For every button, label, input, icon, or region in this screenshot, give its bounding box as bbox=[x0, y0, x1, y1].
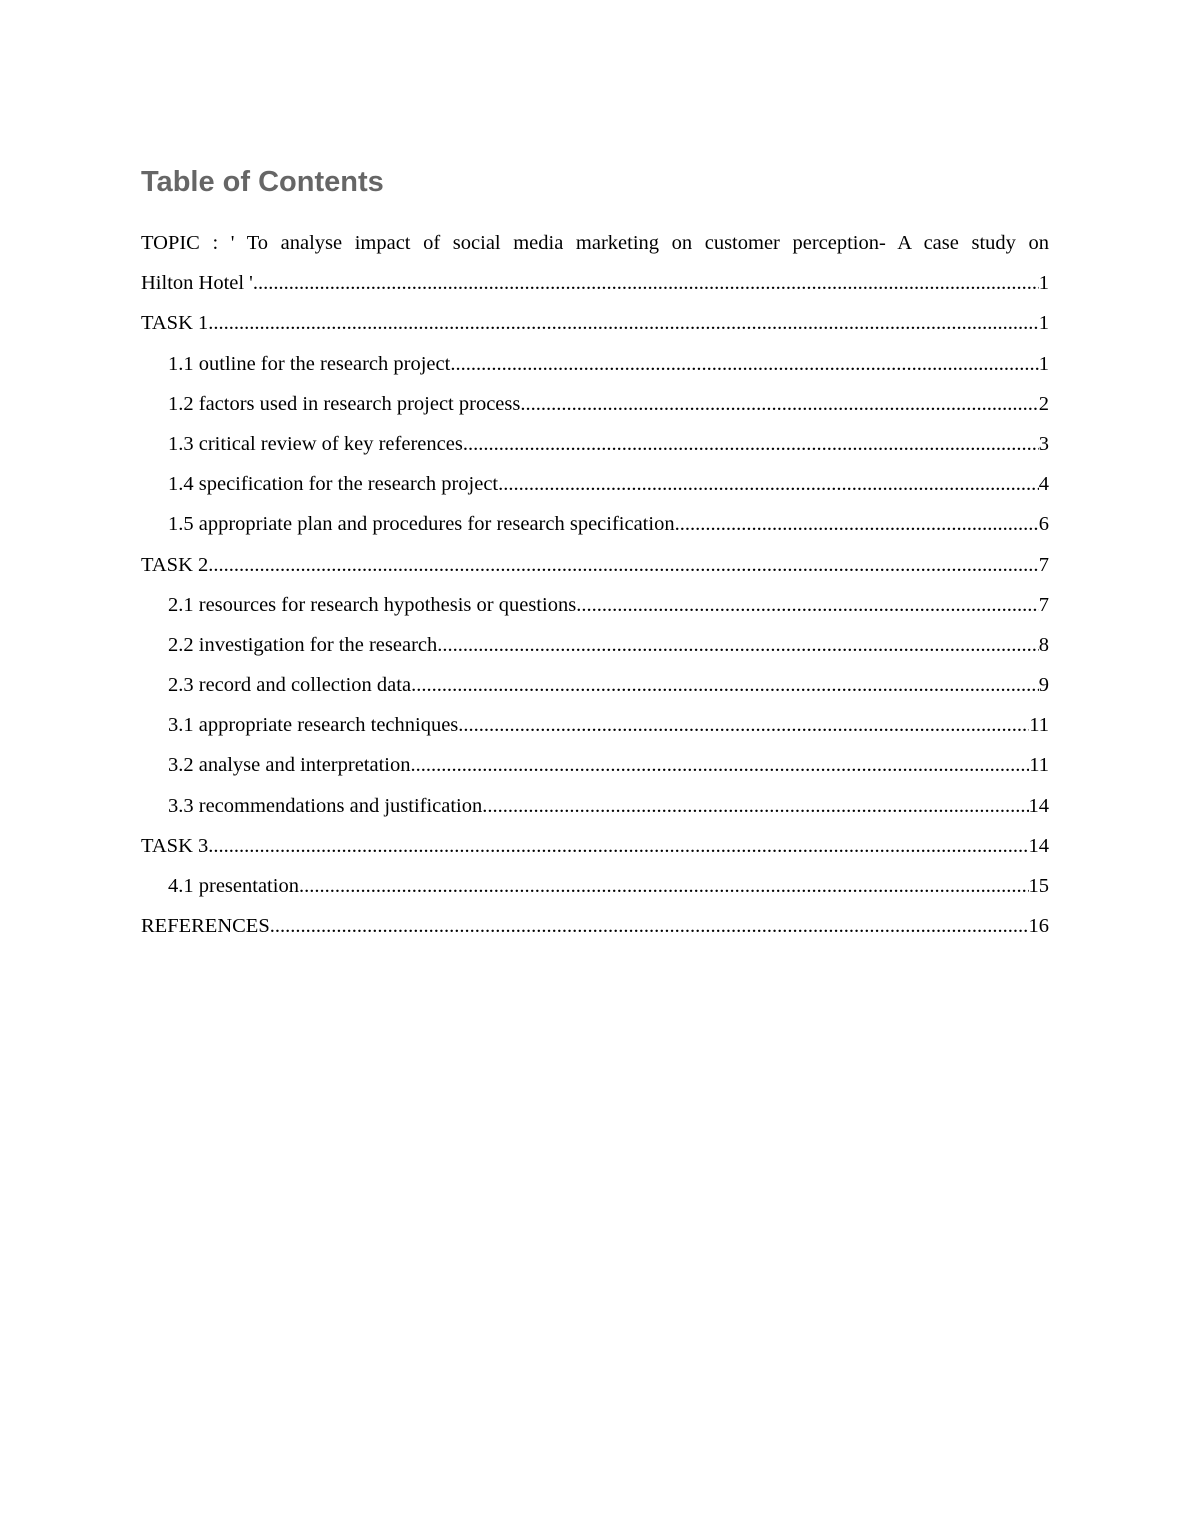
toc-page-number: 11 bbox=[1029, 754, 1049, 777]
toc-page-number: 15 bbox=[1028, 875, 1049, 897]
toc-dot-leader bbox=[675, 504, 1039, 544]
toc-dot-leader bbox=[253, 263, 1039, 303]
toc-entry-label: 4.1 presentation bbox=[168, 875, 299, 897]
toc-dot-leader bbox=[437, 625, 1038, 665]
toc-page-number: 8 bbox=[1038, 633, 1049, 656]
toc-subentry[interactable] bbox=[141, 384, 1049, 424]
toc-page-number: 14 bbox=[1028, 794, 1049, 817]
toc-page-number: 1 bbox=[1038, 352, 1049, 375]
toc-subentry[interactable] bbox=[141, 745, 1049, 785]
toc-dot-leader bbox=[411, 665, 1039, 705]
toc-entry-label: 1.3 critical review of key references bbox=[168, 432, 463, 455]
toc-subentry[interactable] bbox=[141, 705, 1049, 745]
toc-title: Table of Contents bbox=[141, 166, 384, 198]
toc-dot-leader bbox=[498, 464, 1039, 504]
toc-subentry[interactable] bbox=[141, 424, 1049, 464]
toc-entry-label: 3.3 recommendations and justification bbox=[168, 794, 483, 817]
toc-page-number: 4 bbox=[1038, 473, 1049, 496]
toc-entry-topic[interactable] bbox=[141, 263, 1049, 303]
toc-entry[interactable] bbox=[141, 826, 1049, 866]
toc-entry-label: 3.1 appropriate research techniques bbox=[168, 714, 459, 737]
toc-entry-label: Hilton Hotel ' bbox=[141, 272, 253, 295]
toc-dot-leader bbox=[208, 826, 1028, 866]
toc-page-number: 6 bbox=[1038, 513, 1049, 536]
toc-page-number: 3 bbox=[1038, 432, 1049, 455]
toc-dot-leader bbox=[270, 906, 1029, 946]
toc-subentry[interactable] bbox=[141, 665, 1049, 705]
toc-subentry[interactable] bbox=[141, 344, 1049, 384]
toc-page-number: 16 bbox=[1028, 915, 1049, 938]
toc-dot-leader bbox=[458, 705, 1029, 745]
toc-dot-leader bbox=[520, 384, 1038, 424]
toc-subentry[interactable] bbox=[141, 866, 1049, 906]
toc-subentry[interactable] bbox=[141, 504, 1049, 544]
toc-page-number: 7 bbox=[1038, 593, 1049, 616]
toc-entry-topic-line1[interactable]: TOPIC : ' To analyse impact of social media marketing on customer perception- A case study on bbox=[141, 232, 1049, 254]
toc-entry-label: 1.1 outline for the research project bbox=[168, 352, 451, 375]
table-of-contents bbox=[141, 223, 1049, 946]
toc-entry-label: TASK 2 bbox=[141, 553, 209, 576]
toc-subentry[interactable] bbox=[141, 585, 1049, 625]
toc-entry-label: TASK 3 bbox=[141, 834, 209, 857]
toc-dot-leader bbox=[576, 585, 1039, 625]
toc-entry-label: 1.4 specification for the research project bbox=[168, 473, 499, 496]
toc-entry-label: 2.3 record and collection data bbox=[168, 674, 412, 697]
toc-entry-label: 1.2 factors used in research project process bbox=[168, 392, 521, 415]
toc-dot-leader bbox=[463, 424, 1039, 464]
toc-entry[interactable] bbox=[141, 303, 1049, 343]
toc-page-number: 11 bbox=[1029, 714, 1049, 737]
toc-subentry[interactable] bbox=[141, 786, 1049, 826]
toc-page-number: 1 bbox=[1038, 272, 1049, 295]
toc-dot-leader bbox=[411, 745, 1030, 785]
toc-dot-leader bbox=[450, 344, 1038, 384]
toc-page-number: 9 bbox=[1038, 674, 1049, 697]
toc-entry-label: REFERENCES bbox=[141, 915, 270, 938]
toc-entry[interactable] bbox=[141, 545, 1049, 585]
toc-page-number: 7 bbox=[1038, 553, 1049, 576]
toc-dot-leader bbox=[208, 303, 1038, 343]
toc-dot-leader bbox=[208, 545, 1038, 585]
toc-page-number: 14 bbox=[1028, 834, 1049, 857]
toc-page-number: 1 bbox=[1038, 312, 1049, 335]
toc-subentry[interactable] bbox=[141, 625, 1049, 665]
toc-entry-label: TASK 1 bbox=[141, 312, 209, 335]
toc-entry-label: 2.2 investigation for the research bbox=[168, 633, 438, 656]
toc-entry-label: 3.2 analyse and interpretation bbox=[168, 754, 411, 777]
toc-dot-leader bbox=[299, 866, 1029, 906]
toc-subentry[interactable] bbox=[141, 464, 1049, 504]
toc-entry[interactable] bbox=[141, 906, 1049, 946]
toc-page-number: 2 bbox=[1038, 392, 1049, 415]
toc-entry-label: 2.1 resources for research hypothesis or questions bbox=[168, 593, 577, 616]
toc-dot-leader bbox=[482, 786, 1028, 826]
toc-entry-label: 1.5 appropriate plan and procedures for research specification bbox=[168, 513, 675, 536]
